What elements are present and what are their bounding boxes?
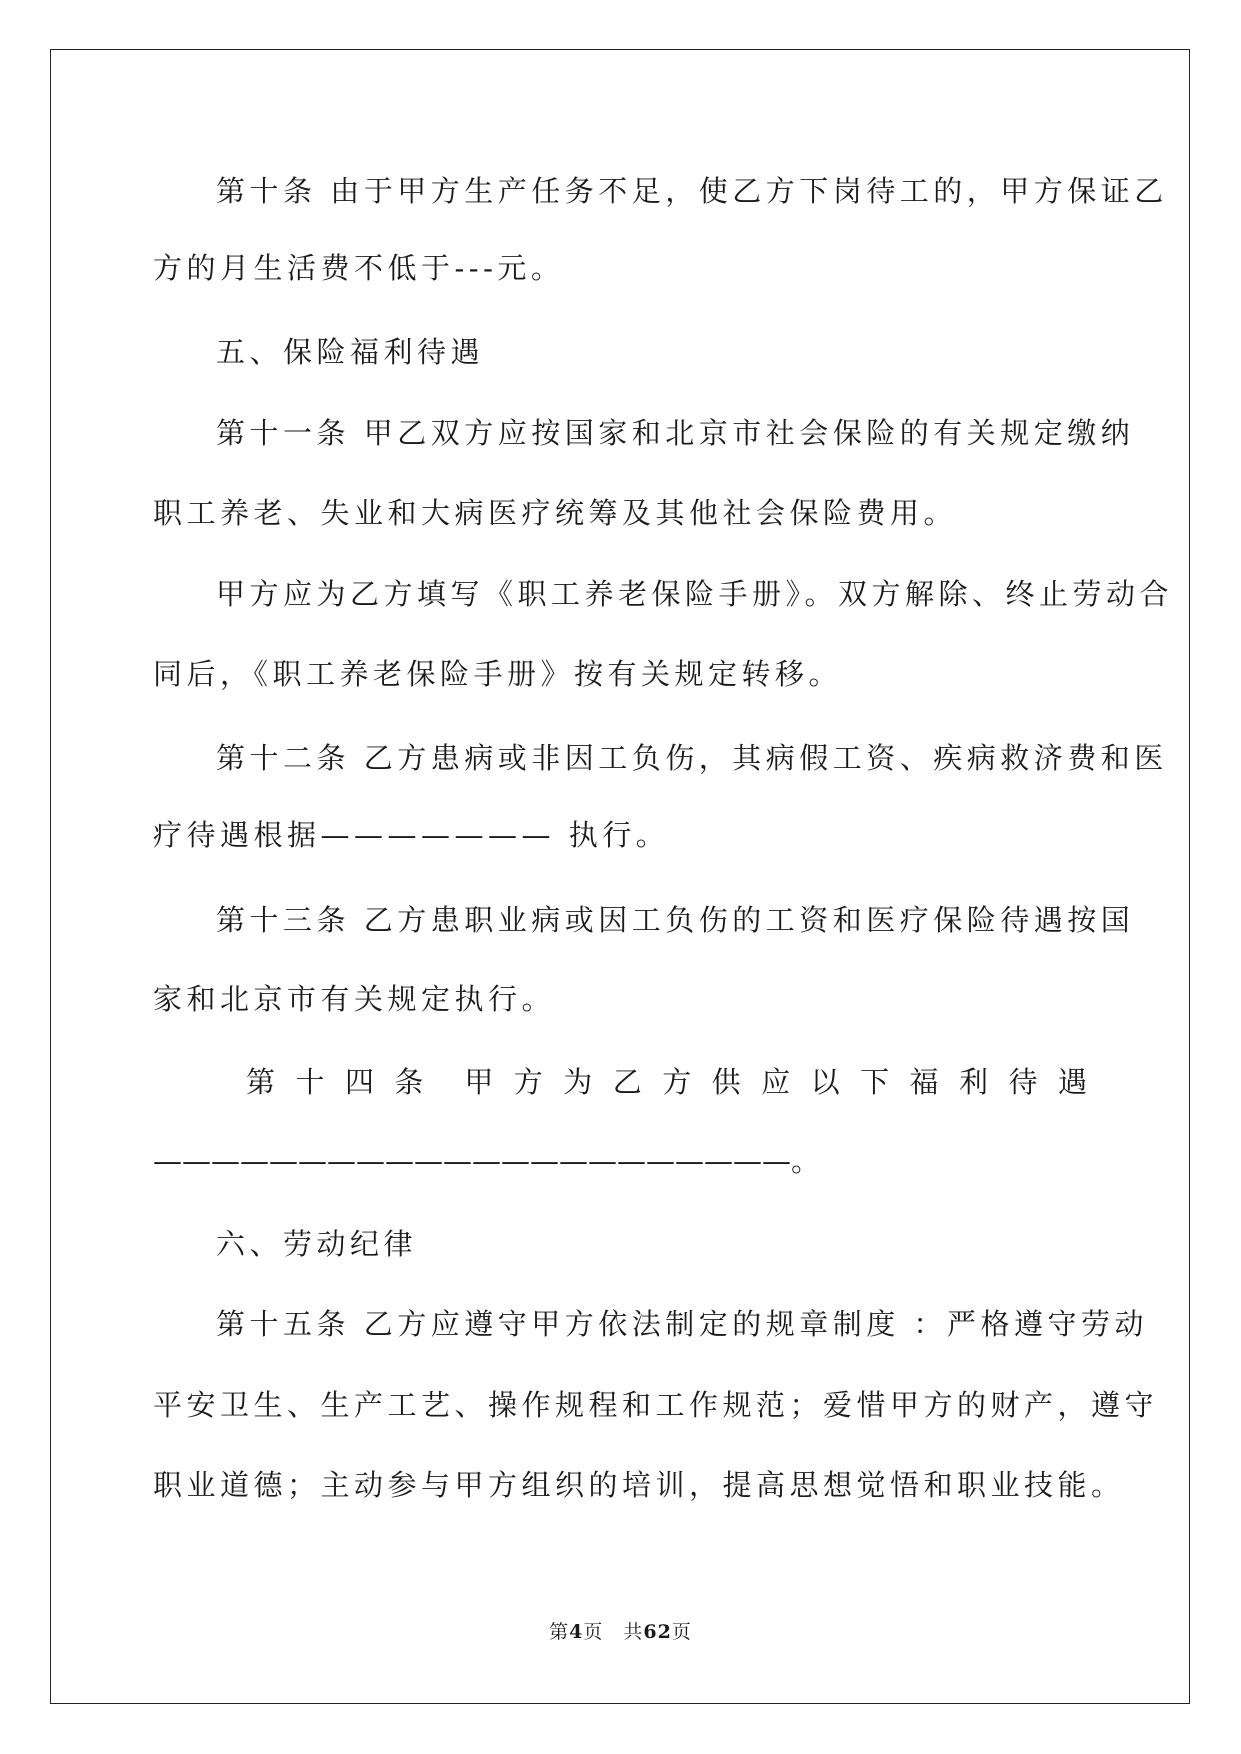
- article-15-line-1: 第十五条 乙方应遵守甲方依法制定的规章制度 ：严格遵守劳动: [216, 1307, 1148, 1341]
- pension-manual-line-1: 甲方应为乙方填写《职工养老保险手册》。双方解除、终止劳动合: [216, 577, 1174, 611]
- section-5-heading: 五、保险福利待遇: [216, 335, 485, 369]
- article-13-line-2: 家和北京市有关规定执行。: [153, 982, 556, 1016]
- article-12-line-2: 疗待遇根据——————— 执行。: [153, 818, 670, 852]
- pension-manual-line-2: 同后，《职工养老保险手册》按有关规定转移。: [153, 657, 843, 691]
- article-11-line-2: 职工养老、失业和大病医疗统筹及其他社会保险费用。: [153, 496, 958, 530]
- section-6-heading: 六、劳动纪律: [216, 1227, 418, 1261]
- article-14-line-1: 第 十 四 条 甲 方 为 乙 方 供 应 以 下 福 利 待 遇: [246, 1065, 1087, 1099]
- page-footer: 第4页 共62页: [549, 1621, 692, 1643]
- article-10-line-1: 第十条 由于甲方生产任务不足，使乙方下岗待工的，甲方保证乙: [216, 174, 1168, 208]
- article-15-line-3: 职业道德；主动参与甲方组织的培训，提高思想觉悟和职业技能。: [153, 1468, 1125, 1502]
- page-border: [50, 49, 1190, 1704]
- page-number: 4: [569, 1621, 584, 1643]
- article-12-line-1: 第十二条 乙方患病或非因工负伤，其病假工资、疾病救济费和医: [216, 741, 1168, 775]
- article-13-line-1: 第十三条 乙方患职业病或因工负伤的工资和医疗保险待遇按国: [216, 903, 1135, 937]
- article-14-line-2: ——————————————————————。: [153, 1144, 821, 1178]
- article-11-line-1: 第十一条 甲乙双方应按国家和北京市社会保险的有关规定缴纳: [216, 416, 1135, 450]
- total-pages: 62: [643, 1621, 672, 1643]
- article-15-line-2: 平安卫生、生产工艺、操作规程和工作规范；爱惜甲方的财产，遵守: [153, 1388, 1159, 1422]
- article-10-line-2: 方的月生活费不低于---元。: [153, 251, 565, 285]
